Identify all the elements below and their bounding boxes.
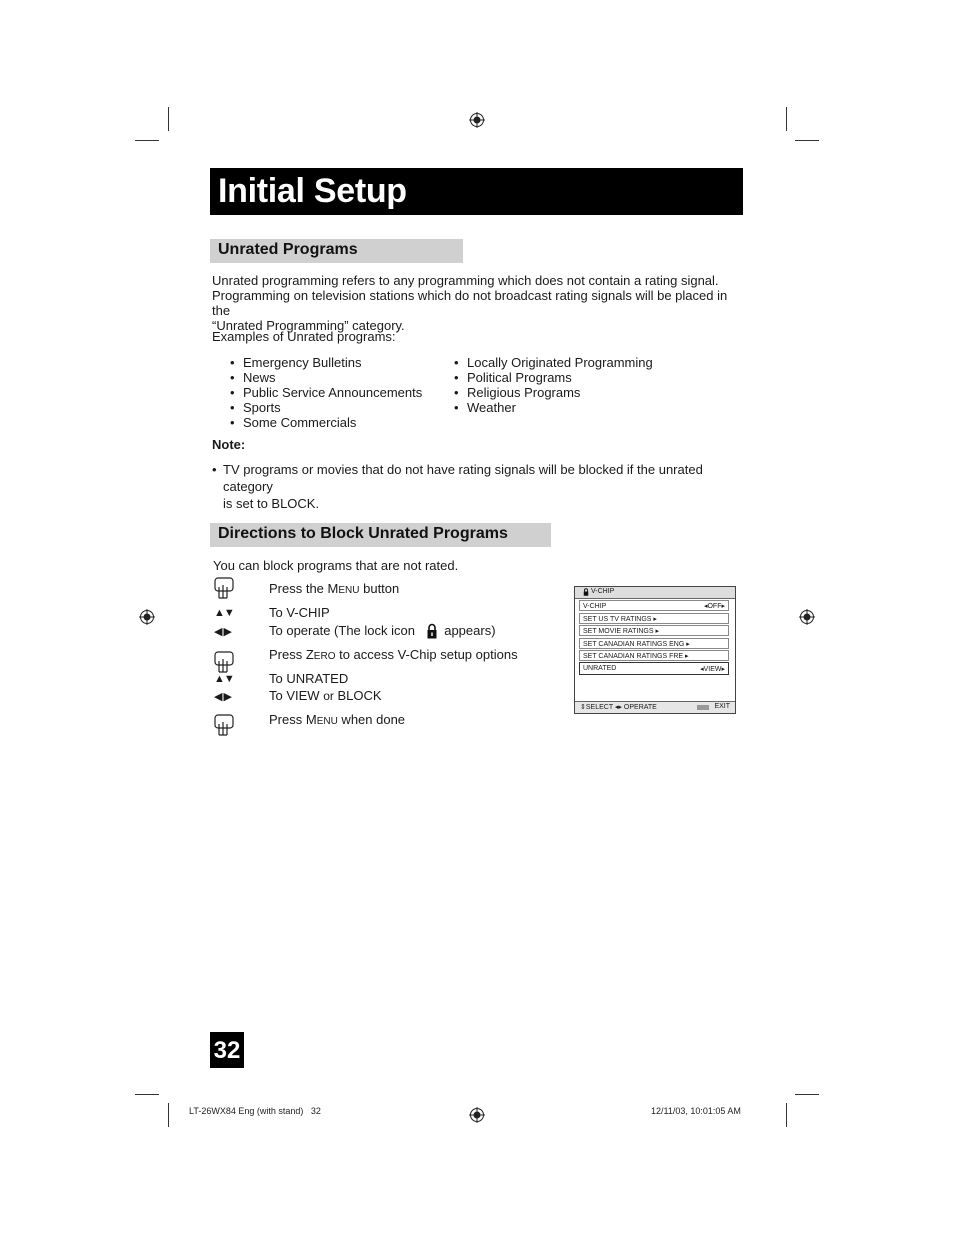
- section-heading-text: Directions to Block Unrated Programs: [218, 525, 508, 542]
- examples-list-left: [230, 355, 450, 430]
- hand-press-icon: [212, 649, 236, 673]
- list-item: • Public Service Announcements: [230, 385, 450, 400]
- intro-line: Programming on television stations which do not broadcast rating signals will be placed in the: [212, 288, 728, 318]
- step-press-menu: [212, 581, 552, 601]
- section-heading-unrated: [210, 239, 463, 263]
- list-item: • Sports: [230, 400, 450, 415]
- list-item: • Emergency Bulletins: [230, 355, 450, 370]
- step-vchip: [212, 605, 552, 625]
- osd-item-canadian-eng[interactable]: SET CANADIAN RATINGS ENG ▸: [579, 638, 729, 649]
- page-title-bar: [210, 168, 743, 215]
- registration-mark-icon: [469, 112, 485, 128]
- page-title: Initial Setup: [218, 172, 407, 210]
- step-text: To V-CHIP: [269, 605, 330, 620]
- step-text: To UNRATED: [269, 671, 349, 686]
- step-press-menu-done: [212, 712, 552, 732]
- hand-press-icon: [212, 712, 236, 736]
- crop-mark: [786, 107, 787, 131]
- osd-item-unrated[interactable]: UNRATED ◂VIEW▸: [579, 662, 729, 675]
- note-line: TV programs or movies that do not have rating signals will be blocked if the unrated category: [223, 462, 703, 494]
- note-text: • TV programs or movies that do not have rating signals will be blocked if the unrated category is set to BLOCK.: [212, 461, 747, 512]
- page-number: 32: [210, 1032, 244, 1068]
- hand-press-icon: [212, 575, 236, 599]
- intro-paragraph: [212, 273, 747, 333]
- osd-item-canadian-fre[interactable]: SET CANADIAN RATINGS FRE ▸: [579, 650, 729, 661]
- note-line: is set to BLOCK.: [223, 496, 320, 511]
- osd-footer: ⇕SELECT ◂▸ OPERATE EXIT: [575, 701, 735, 713]
- note-label: Note:: [212, 437, 246, 452]
- step-text: Press MENU when done: [269, 712, 406, 727]
- osd-header: [575, 587, 735, 599]
- section-heading-directions: [210, 523, 551, 547]
- list-item: • Locally Originated Programming: [454, 355, 714, 370]
- step-text: Press ZERO to access V-Chip setup options: [269, 647, 518, 662]
- menu-key-icon: [697, 705, 709, 710]
- examples-list-right: [454, 355, 714, 415]
- footer-left: LT-26WX84 Eng (with stand) 32: [189, 1106, 321, 1116]
- step-operate: [212, 623, 552, 643]
- section-heading-text: Unrated Programs: [218, 241, 358, 258]
- examples-label: Examples of Unrated programs:: [212, 329, 396, 344]
- registration-mark-icon: [139, 609, 155, 625]
- list-item: • Religious Programs: [454, 385, 714, 400]
- updown-arrows-icon: ▲▼: [214, 673, 234, 685]
- step-press-zero: [212, 647, 552, 667]
- leftright-arrows-icon: ◀ ▶: [214, 626, 231, 638]
- osd-item-value: ◂OFF▸: [703, 603, 725, 610]
- registration-mark-icon: [799, 609, 815, 625]
- step-view-block: [212, 688, 552, 708]
- osd-item-us-tv[interactable]: SET US TV RATINGS ▸: [579, 613, 729, 624]
- step-text: To VIEW or BLOCK: [269, 688, 382, 703]
- vchip-osd-menu: [574, 586, 736, 714]
- osd-item-value: ◂VIEW▸: [700, 666, 725, 673]
- intro-line: “Unrated Programming” category.: [212, 318, 405, 333]
- footer-right: 12/11/03, 10:01:05 AM: [651, 1106, 741, 1116]
- intro-line: Unrated programming refers to any programming which does not contain a rating signal.: [212, 273, 719, 288]
- crop-mark: [795, 1094, 819, 1095]
- crop-mark: [168, 1103, 169, 1127]
- crop-mark: [168, 107, 169, 131]
- list-item: • Weather: [454, 400, 714, 415]
- updown-arrows-icon: ▲▼: [214, 607, 234, 619]
- leftright-arrows-icon: ◀ ▶: [214, 691, 231, 703]
- lock-icon: [583, 588, 589, 596]
- list-item: • News: [230, 370, 450, 385]
- registration-mark-icon: [469, 1107, 485, 1123]
- step-text: To operate (The lock icon appears): [269, 623, 496, 638]
- crop-mark: [135, 1094, 159, 1095]
- osd-item-vchip[interactable]: V-CHIP ◂OFF▸: [579, 600, 729, 611]
- crop-mark: [795, 140, 819, 141]
- lock-icon: [427, 623, 437, 639]
- list-item: • Some Commercials: [230, 415, 450, 430]
- directions-intro: You can block programs that are not rated.: [213, 558, 459, 573]
- osd-item-movie[interactable]: SET MOVIE RATINGS ▸: [579, 625, 729, 636]
- crop-mark: [786, 1103, 787, 1127]
- osd-title: V-CHIP: [591, 588, 615, 595]
- step-text: Press the MENU button: [269, 581, 400, 596]
- list-item: • Political Programs: [454, 370, 714, 385]
- crop-mark: [135, 140, 159, 141]
